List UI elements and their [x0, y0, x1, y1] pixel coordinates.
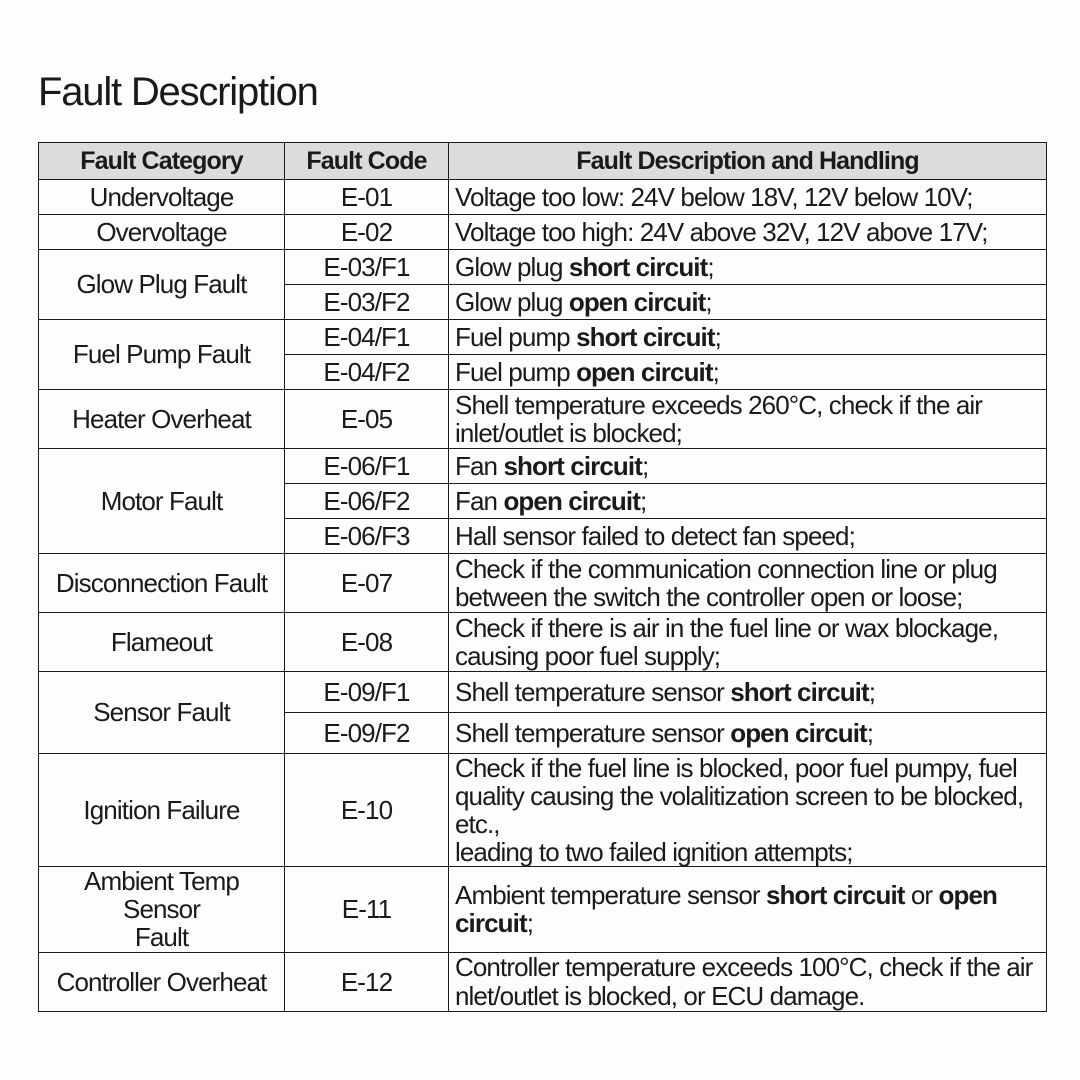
category-cell: Flameout: [39, 613, 285, 672]
code-cell: E-11: [285, 867, 449, 952]
code-cell: E-07: [285, 554, 449, 613]
table-row: [39, 554, 1047, 613]
table-header-row: [39, 143, 1047, 180]
category-cell: Overvoltage: [39, 215, 285, 250]
table-row: [39, 867, 1047, 952]
table-row: [39, 215, 1047, 250]
code-cell: E-05: [285, 390, 449, 449]
description-cell: Voltage too low: 24V below 18V, 12V below 10V;: [449, 180, 1047, 215]
fault-table: [38, 142, 1047, 1012]
category-cell: Ambient Temp Sensor Fault: [39, 867, 285, 952]
table-row: [39, 250, 1047, 285]
code-cell: E-01: [285, 180, 449, 215]
code-cell: E-03/F1: [285, 250, 449, 285]
code-cell: E-12: [285, 952, 449, 1011]
description-cell: Shell temperature sensor open circuit;: [449, 713, 1047, 754]
code-cell: E-09/F2: [285, 713, 449, 754]
description-cell: Voltage too high: 24V above 32V, 12V above 17V;: [449, 215, 1047, 250]
description-cell: Fuel pump open circuit;: [449, 355, 1047, 390]
code-cell: E-04/F2: [285, 355, 449, 390]
table-row: [39, 390, 1047, 449]
code-cell: E-08: [285, 613, 449, 672]
description-cell: Fan open circuit;: [449, 484, 1047, 519]
code-cell: E-03/F2: [285, 285, 449, 320]
code-cell: E-09/F1: [285, 672, 449, 713]
description-cell: Fan short circuit;: [449, 449, 1047, 484]
category-cell: Disconnection Fault: [39, 554, 285, 613]
description-cell: Controller temperature exceeds 100°C, check if the air nlet/outlet is blocked, or ECU damage.: [449, 952, 1047, 1011]
category-cell: Controller Overheat: [39, 952, 285, 1011]
header-fault-code: Fault Code: [285, 143, 449, 180]
description-cell: Glow plug short circuit;: [449, 250, 1047, 285]
category-cell: Ignition Failure: [39, 754, 285, 867]
code-cell: E-06/F2: [285, 484, 449, 519]
table-row: [39, 613, 1047, 672]
description-cell: Hall sensor failed to detect fan speed;: [449, 519, 1047, 554]
description-cell: Check if there is air in the fuel line or wax blockage, causing poor fuel supply;: [449, 613, 1047, 672]
category-cell: Motor Fault: [39, 449, 285, 554]
description-cell: Glow plug open circuit;: [449, 285, 1047, 320]
table-row: [39, 180, 1047, 215]
category-cell: Sensor Fault: [39, 672, 285, 754]
category-cell: Undervoltage: [39, 180, 285, 215]
header-fault-description: Fault Description and Handling: [449, 143, 1047, 180]
description-cell: Shell temperature exceeds 260°C, check if the air inlet/outlet is blocked;: [449, 390, 1047, 449]
category-cell: Glow Plug Fault: [39, 250, 285, 320]
page-title: Fault Description: [38, 70, 318, 114]
code-cell: E-06/F1: [285, 449, 449, 484]
description-cell: Fuel pump short circuit;: [449, 320, 1047, 355]
category-cell: Fuel Pump Fault: [39, 320, 285, 390]
code-cell: E-04/F1: [285, 320, 449, 355]
header-fault-category: Fault Category: [39, 143, 285, 180]
table-row: [39, 320, 1047, 355]
table-row: [39, 754, 1047, 867]
table-row: [39, 449, 1047, 484]
code-cell: E-10: [285, 754, 449, 867]
description-cell: Check if the communication connection line or plug between the switch the controller open or loose;: [449, 554, 1047, 613]
category-cell: Heater Overheat: [39, 390, 285, 449]
table-row: [39, 952, 1047, 1011]
code-cell: E-06/F3: [285, 519, 449, 554]
description-cell: Shell temperature sensor short circuit;: [449, 672, 1047, 713]
description-cell: Check if the fuel line is blocked, poor fuel pumpy, fuel quality causing the volalitization screen to be blocked, etc., leading to two failed ignition attempts;: [449, 754, 1047, 867]
code-cell: E-02: [285, 215, 449, 250]
table-row: [39, 672, 1047, 713]
description-cell: Ambient temperature sensor short circuit or open circuit;: [449, 867, 1047, 952]
